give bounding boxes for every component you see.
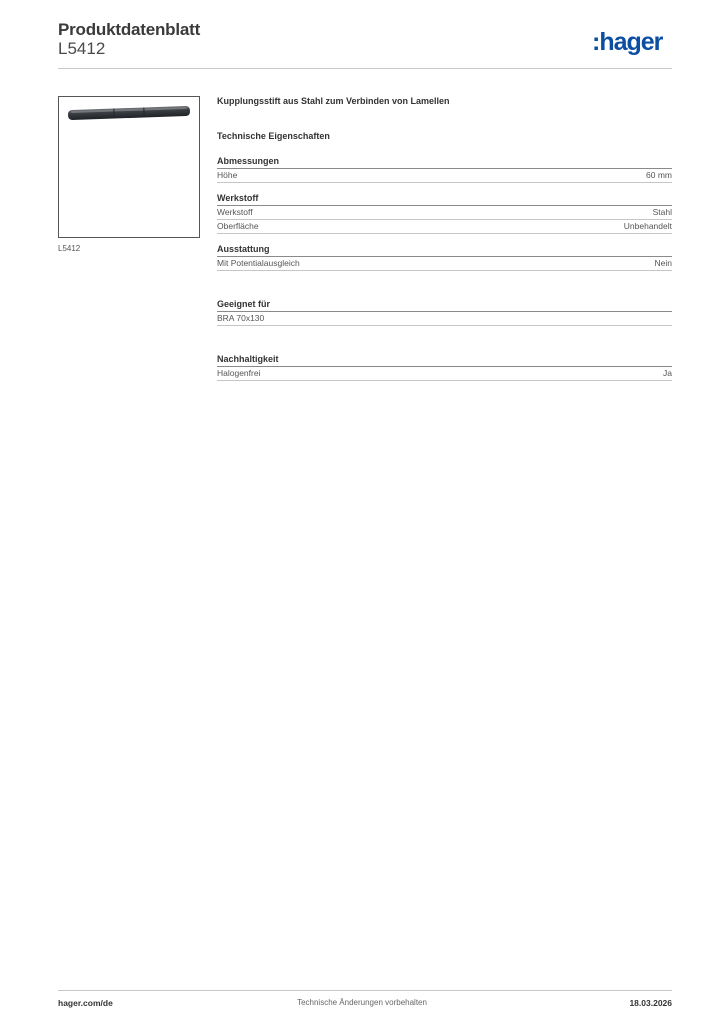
spec-row [217,257,672,271]
spec-row [217,312,672,326]
spec-group-title: Ausstattung [217,244,672,257]
spec-row [217,206,672,220]
product-description: Kupplungsstift aus Stahl zum Verbinden von Lamellen [217,96,450,106]
spec-group-title: Werkstoff [217,193,672,206]
spec-group-title: Nachhaltigkeit [217,354,672,367]
spec-group-geeignet-fuer [217,299,672,326]
spec-label: Oberfläche [217,221,259,231]
footer-notice: Technische Änderungen vorbehalten [297,998,427,1007]
spec-label: Höhe [217,170,238,180]
spec-row [217,367,672,381]
spec-label: Halogenfrei [217,368,261,378]
hager-logo [592,26,674,56]
spec-content [217,96,672,391]
spec-label: Mit Potentialausgleich [217,258,300,268]
product-image-caption: L5412 [58,244,81,253]
spec-value: Unbehandelt [623,221,672,231]
spec-group-ausstattung [217,244,672,271]
header-divider [58,68,672,69]
document-title: Produktdatenblatt [58,20,201,39]
product-code: L5412 [58,39,106,58]
hager-logo-text: :hager [592,28,663,56]
footer-website-link[interactable]: hager.com/de [58,998,113,1008]
spec-group-title: Geeignet für [217,299,672,312]
spec-value: Ja [663,368,672,378]
spec-group-nachhaltigkeit [217,354,672,381]
spec-group-abmessungen [217,156,672,183]
product-image [58,96,200,238]
specs-heading: Technische Eigenschaften [217,131,330,141]
footer-date: 18.03.2026 [629,998,672,1008]
spec-value: Nein [654,258,672,268]
spec-label: BRA 70x130 [217,313,265,323]
spec-label: Werkstoff [217,207,253,217]
spec-row [217,169,672,183]
coupling-pin-image [59,97,199,237]
spec-value: Stahl [652,207,672,217]
spec-row [217,220,672,234]
footer-divider [58,990,672,991]
spec-value: 60 mm [646,170,672,180]
spec-group-werkstoff [217,193,672,234]
spec-group-title: Abmessungen [217,156,672,169]
